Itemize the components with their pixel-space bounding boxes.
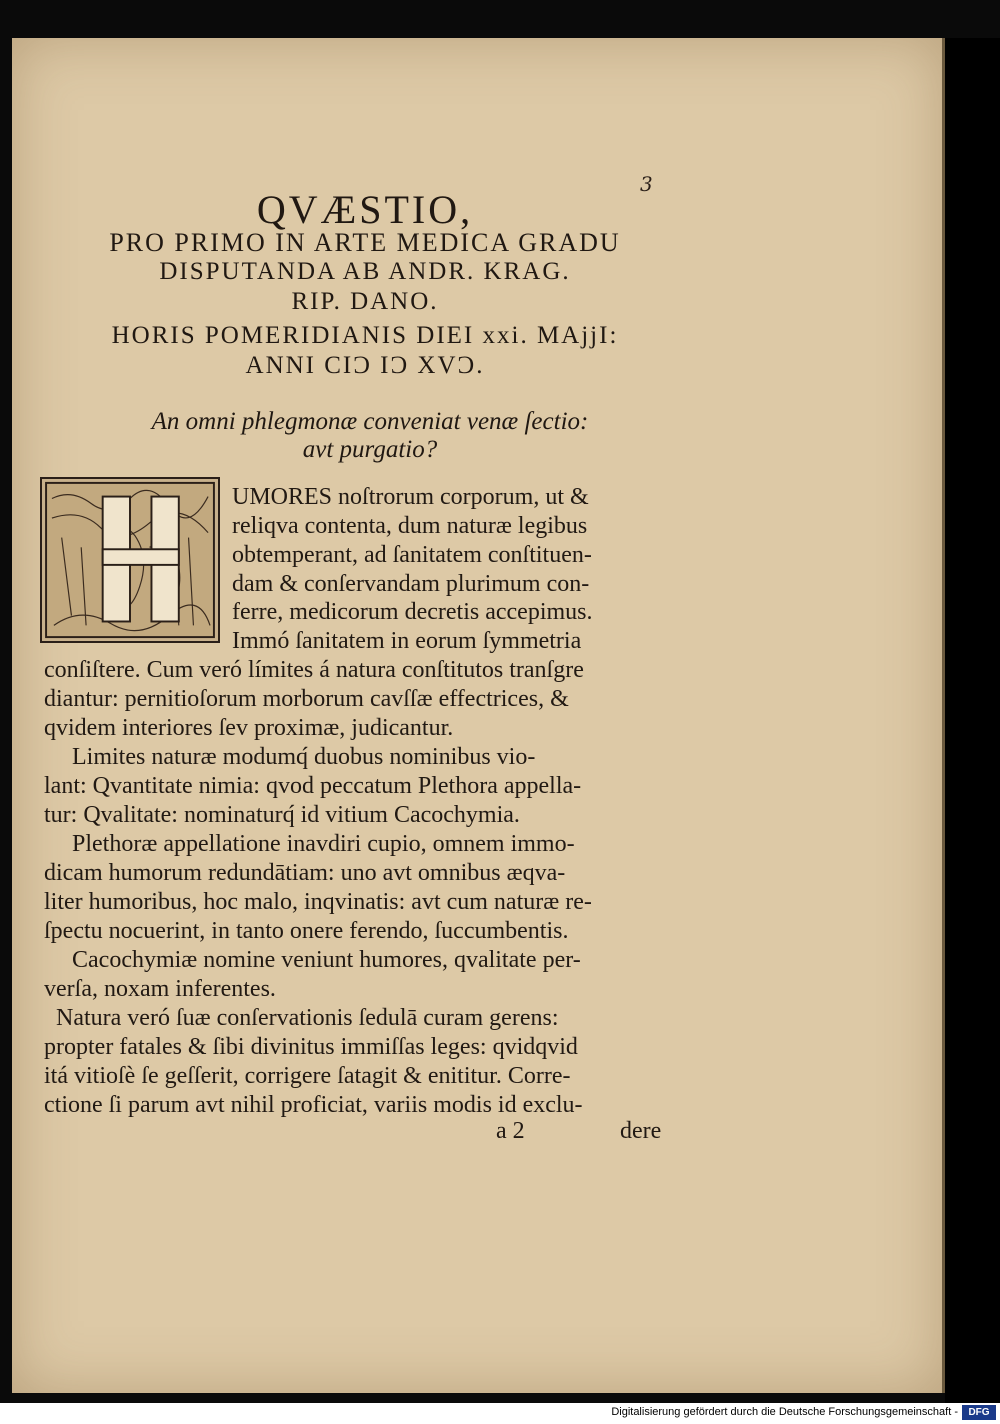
- heading-line-2: PRO PRIMO IN ARTE MEDICA GRADU: [109, 228, 621, 257]
- digitization-footer: [0, 1403, 1000, 1424]
- woodcut-initial-icon: [42, 479, 218, 641]
- body-line-5: ferre, medicorum decretis accepimus.: [232, 599, 593, 625]
- body-line-10: Limites naturæ modumq́ duobus nominibus vio-: [72, 744, 536, 770]
- signature-mark: a 2: [496, 1118, 525, 1144]
- footer-credit-text: Digitalisierung gefördert durch die Deutsche Forschungsgemeinschaft -: [611, 1406, 958, 1418]
- body-line-19: Natura veró ſuæ conſervationis ſedulā curam gerens:: [56, 1005, 559, 1031]
- question-line-2: avt purgatio?: [302, 436, 438, 463]
- folio-number: 3: [640, 172, 653, 196]
- body-line-12: tur: Qvalitate: nominaturq́ id vitium Cacochymia.: [44, 802, 520, 828]
- body-line-4: dam & conſervandam plurimum con-: [232, 571, 590, 597]
- body-line-17: Cacochymiæ nomine veniunt humores, qvalitate per-: [72, 947, 581, 973]
- body-line-9: qvidem interiores ſev proximæ, judicantur.: [44, 715, 454, 741]
- dfg-logo: DFG: [962, 1405, 996, 1420]
- heading-line-5: HORIS POMERIDIANIS DIEI xxi. MAjjI:: [111, 322, 619, 349]
- question-line-1: An omni phlegmonæ conveniat venæ ſectio:: [151, 408, 589, 435]
- body-line-13: Plethoræ appellatione inavdiri cupio, omnem immo-: [72, 831, 575, 857]
- heading-title: QVÆSTIO,: [256, 187, 474, 232]
- body-line-6: Immó ſanitatem in eorum ſymmetria: [232, 628, 582, 654]
- body-line-1: [232, 483, 589, 511]
- body-line-22: ctione ſi parum avt nihil proficiat, variis modis id exclu-: [44, 1092, 583, 1118]
- heading-line-4: RIP. DANO.: [291, 288, 439, 315]
- body-line-18: verſa, noxam inferentes.: [44, 976, 276, 1002]
- catchword: dere: [620, 1118, 662, 1144]
- heading-line-3: DISPUTANDA AB ANDR. KRAG.: [159, 258, 571, 285]
- body-line-7: conſiſtere. Cum veró límites á natura conſtitutos tranſgre: [44, 657, 584, 683]
- body-line-20: propter fatales & ſibi divinitus immiſſas leges: qvidqvid: [44, 1034, 578, 1060]
- body-line-11: lant: Qvantitate nimia: qvod peccatum Plethora appella-: [44, 773, 582, 799]
- body-line-3: obtemperant, ad ſanitatem conſtituen-: [232, 542, 592, 568]
- body-line-16: ſpectu nocuerint, in tanto onere ferendo, ſuccumbentis.: [44, 918, 569, 944]
- heading-line-6: ANNI CIƆ IƆ XVƆ.: [245, 352, 485, 379]
- scan-edge: [945, 38, 1000, 1403]
- body-line-8: diantur: pernitioſorum morborum cavſſæ effectrices, &: [44, 686, 569, 712]
- body-line-15: liter humoribus, hoc malo, inqvinatis: avt cum naturæ re-: [44, 889, 592, 915]
- body-line-1-text: UMORES noſtrorum corporum, ut &: [232, 484, 589, 510]
- body-line-2: reliqva contenta, dum naturæ legibus: [232, 513, 588, 539]
- woodcut-initial-image: [40, 477, 220, 643]
- body-line-14: dicam humorum redundātiam: uno avt omnibus æqva-: [44, 860, 566, 886]
- body-line-21: itá vitioſè ſe geſſerit, corrigere ſatagit & enititur. Corre-: [44, 1063, 571, 1089]
